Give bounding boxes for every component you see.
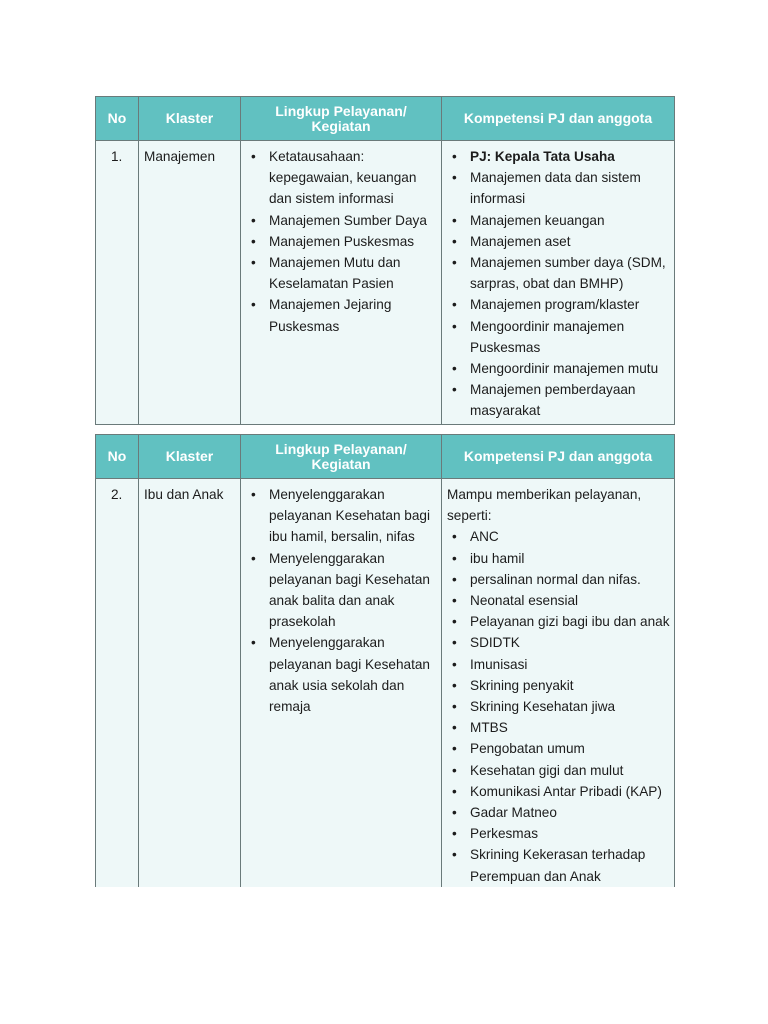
- table-row: [96, 479, 675, 887]
- list-item: • MTBS: [447, 717, 670, 738]
- list-item: • Manajemen program/klaster: [447, 294, 670, 315]
- lingkup-list: [246, 484, 437, 717]
- list-item: • Manajemen keuangan: [447, 210, 670, 231]
- header-klaster: Klaster: [139, 97, 241, 141]
- list-item: • ibu hamil: [447, 548, 670, 569]
- list-item: • Menyelenggarakan pelayanan Kesehatan bagi ibu hamil, bersalin, nifas: [246, 484, 437, 548]
- list-item: • Imunisasi: [447, 654, 670, 675]
- list-item: • Manajemen pemberdayaan masyarakat: [447, 379, 670, 421]
- list-item: • Ketatausahaan: kepegawaian, keuangan dan sistem informasi: [246, 146, 437, 210]
- list-item: • Mengoordinir manajemen mutu: [447, 358, 670, 379]
- list-item: • Komunikasi Antar Pribadi (KAP): [447, 781, 670, 802]
- klaster-table-ibu-anak: [95, 434, 675, 887]
- header-no: No: [96, 435, 139, 479]
- list-item: • Manajemen Sumber Daya: [246, 210, 437, 231]
- lingkup-cell: [241, 479, 442, 887]
- list-item: • Manajemen aset: [447, 231, 670, 252]
- header-no: No: [96, 97, 139, 141]
- list-item: • Gadar Matneo: [447, 802, 670, 823]
- list-item: • Pelayanan gizi bagi ibu dan anak: [447, 611, 670, 632]
- pj-label: PJ: Kepala Tata Usaha: [470, 149, 615, 164]
- list-item: • persalinan normal dan nifas.: [447, 569, 670, 590]
- list-item: • Kesehatan gigi dan mulut: [447, 760, 670, 781]
- list-item: • Pengobatan umum: [447, 738, 670, 759]
- header-kompetensi: Kompetensi PJ dan anggota: [442, 97, 675, 141]
- kompetensi-cell: [442, 141, 675, 425]
- list-item: • Skrining penyakit: [447, 675, 670, 696]
- header-row: [96, 435, 675, 479]
- list-item: • Skrining Kesehatan jiwa: [447, 696, 670, 717]
- kompetensi-list: [447, 526, 670, 886]
- list-item: • Perkesmas: [447, 823, 670, 844]
- klaster-name: Ibu dan Anak: [139, 479, 241, 887]
- list-item: [447, 146, 670, 167]
- header-lingkup: Lingkup Pelayanan/ Kegiatan: [241, 97, 442, 141]
- header-lingkup: Lingkup Pelayanan/ Kegiatan: [241, 435, 442, 479]
- row-number: 2.: [96, 479, 139, 887]
- list-item: • Manajemen data dan sistem informasi: [447, 167, 670, 209]
- list-item: • Neonatal esensial: [447, 590, 670, 611]
- list-item: • Mengoordinir manajemen Puskesmas: [447, 316, 670, 358]
- list-item: • Menyelenggarakan pelayanan bagi Kesehatan anak balita dan anak prasekolah: [246, 548, 437, 633]
- list-item: • Skrining Kekerasan terhadap Perempuan dan Anak: [447, 844, 670, 886]
- kompetensi-cell: [442, 479, 675, 887]
- kompetensi-intro: Mampu memberikan pelayanan, seperti:: [447, 487, 642, 524]
- list-item: • Menyelenggarakan pelayanan bagi Kesehatan anak usia sekolah dan remaja: [246, 632, 437, 717]
- list-item: • ANC: [447, 526, 670, 547]
- klaster-name: Manajemen: [139, 141, 241, 425]
- row-number: 1.: [96, 141, 139, 425]
- list-item: • Manajemen Puskesmas: [246, 231, 437, 252]
- header-row: [96, 97, 675, 141]
- klaster-table-manajemen: [95, 96, 675, 425]
- kompetensi-list: [447, 146, 670, 422]
- list-item: • Manajemen sumber daya (SDM, sarpras, obat dan BMHP): [447, 252, 670, 294]
- header-klaster: Klaster: [139, 435, 241, 479]
- list-item: • Manajemen Jejaring Puskesmas: [246, 294, 437, 336]
- header-kompetensi: Kompetensi PJ dan anggota: [442, 435, 675, 479]
- lingkup-list: [246, 146, 437, 337]
- list-item: • SDIDTK: [447, 632, 670, 653]
- lingkup-cell: [241, 141, 442, 425]
- table-row: [96, 141, 675, 425]
- list-item: • Manajemen Mutu dan Keselamatan Pasien: [246, 252, 437, 294]
